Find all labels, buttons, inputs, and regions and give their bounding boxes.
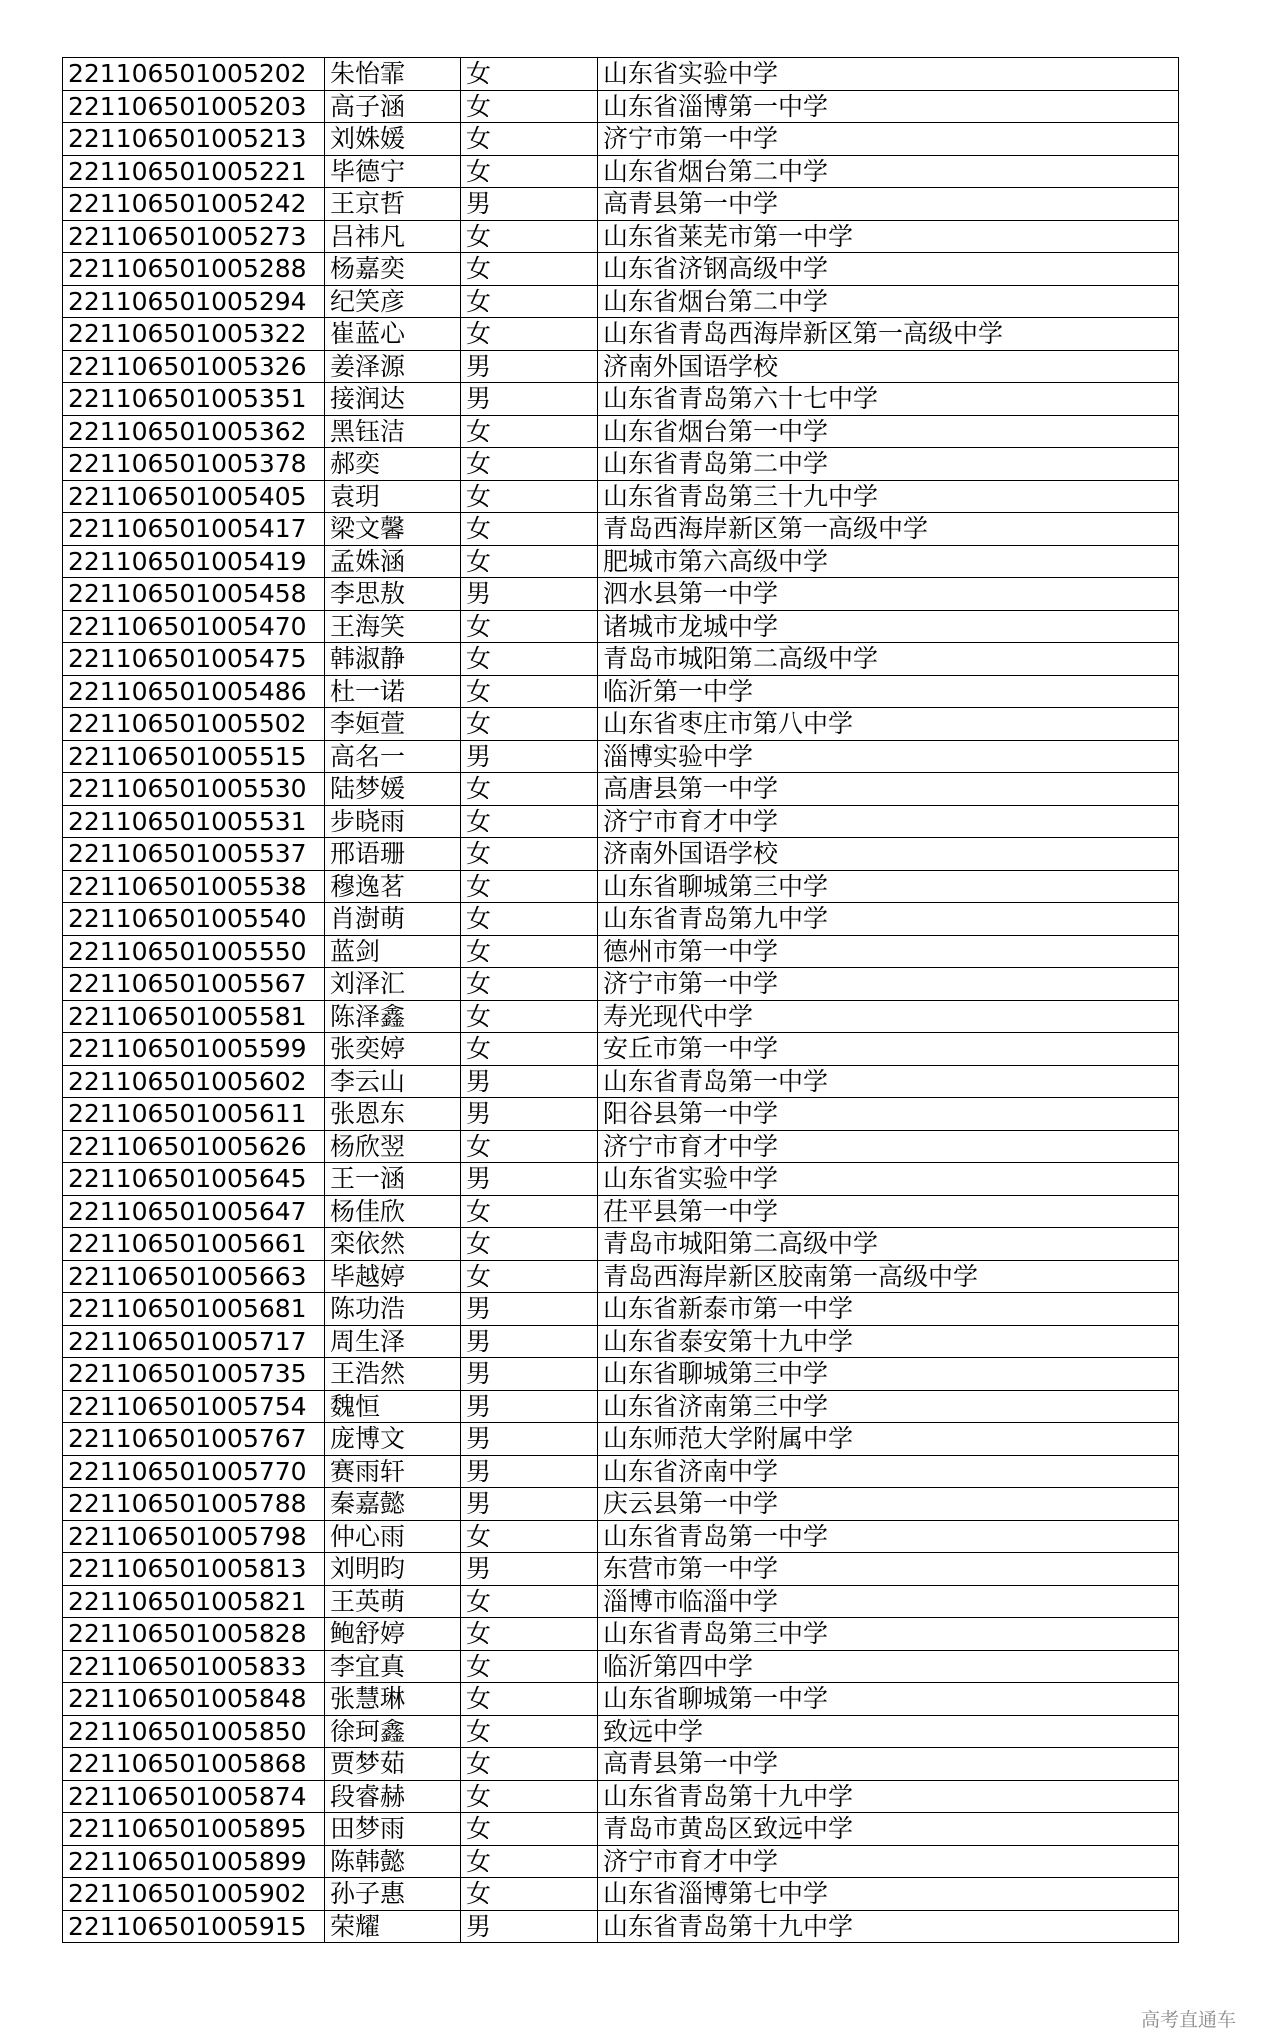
name-cell: 仲心雨 [325,1520,461,1553]
school-cell: 山东省枣庄市第八中学 [598,708,1179,741]
gender-cell: 男 [461,1065,598,1098]
gender-cell: 女 [461,1195,598,1228]
name-cell: 孟姝涵 [325,545,461,578]
name-cell: 李姮萱 [325,708,461,741]
school-cell: 泗水县第一中学 [598,578,1179,611]
table-row [63,545,1179,578]
gender-cell: 女 [461,1130,598,1163]
gender-cell: 女 [461,805,598,838]
gender-cell: 男 [461,1553,598,1586]
school-cell: 山东省青岛第二中学 [598,448,1179,481]
id-cell: 221106501005770 [63,1455,325,1488]
table-row [63,58,1179,91]
id-cell: 221106501005767 [63,1423,325,1456]
school-cell: 山东省莱芜市第一中学 [598,220,1179,253]
id-cell: 221106501005735 [63,1358,325,1391]
name-cell: 贾梦茹 [325,1748,461,1781]
id-cell: 221106501005405 [63,480,325,513]
school-cell: 寿光现代中学 [598,1000,1179,1033]
name-cell: 赛雨轩 [325,1455,461,1488]
gender-cell: 女 [461,708,598,741]
name-cell: 高子涵 [325,90,461,123]
table-row [63,155,1179,188]
table-row [63,1553,1179,1586]
table-row [63,350,1179,383]
table-row [63,383,1179,416]
gender-cell: 女 [461,1780,598,1813]
school-cell: 高青县第一中学 [598,188,1179,221]
school-cell: 山东省淄博第一中学 [598,90,1179,123]
table-row [63,415,1179,448]
id-cell: 221106501005486 [63,675,325,708]
name-cell: 刘姝媛 [325,123,461,156]
gender-cell: 女 [461,1878,598,1911]
gender-cell: 男 [461,1910,598,1943]
id-cell: 221106501005645 [63,1163,325,1196]
school-cell: 山东省青岛第六十七中学 [598,383,1179,416]
gender-cell: 女 [461,838,598,871]
name-cell: 肖澍萌 [325,903,461,936]
school-cell: 青岛西海岸新区胶南第一高级中学 [598,1260,1179,1293]
id-cell: 221106501005202 [63,58,325,91]
name-cell: 秦嘉懿 [325,1488,461,1521]
school-cell: 山东省烟台第一中学 [598,415,1179,448]
gender-cell: 女 [461,415,598,448]
table-row [63,448,1179,481]
id-cell: 221106501005378 [63,448,325,481]
id-cell: 221106501005788 [63,1488,325,1521]
name-cell: 王浩然 [325,1358,461,1391]
id-cell: 221106501005322 [63,318,325,351]
student-list-table [62,57,1179,1943]
table-row [63,220,1179,253]
name-cell: 高名一 [325,740,461,773]
school-cell: 安丘市第一中学 [598,1033,1179,1066]
gender-cell: 女 [461,480,598,513]
id-cell: 221106501005868 [63,1748,325,1781]
id-cell: 221106501005874 [63,1780,325,1813]
name-cell: 陈韩懿 [325,1845,461,1878]
school-cell: 山东省聊城第一中学 [598,1683,1179,1716]
name-cell: 段睿赫 [325,1780,461,1813]
table-row [63,513,1179,546]
id-cell: 221106501005821 [63,1585,325,1618]
gender-cell: 女 [461,448,598,481]
school-cell: 山东省泰安第十九中学 [598,1325,1179,1358]
table-row [63,708,1179,741]
school-cell: 高唐县第一中学 [598,773,1179,806]
id-cell: 221106501005273 [63,220,325,253]
school-cell: 临沂第一中学 [598,675,1179,708]
gender-cell: 男 [461,1098,598,1131]
gender-cell: 女 [461,513,598,546]
name-cell: 王海笑 [325,610,461,643]
school-cell: 山东省青岛第三十九中学 [598,480,1179,513]
id-cell: 221106501005567 [63,968,325,1001]
name-cell: 接润达 [325,383,461,416]
name-cell: 袁玥 [325,480,461,513]
id-cell: 221106501005515 [63,740,325,773]
id-cell: 221106501005895 [63,1813,325,1846]
name-cell: 王京哲 [325,188,461,221]
table-row [63,578,1179,611]
id-cell: 221106501005475 [63,643,325,676]
name-cell: 杜一诺 [325,675,461,708]
id-cell: 221106501005611 [63,1098,325,1131]
school-cell: 山东省聊城第三中学 [598,1358,1179,1391]
gender-cell: 女 [461,1813,598,1846]
gender-cell: 男 [461,1325,598,1358]
name-cell: 孙子惠 [325,1878,461,1911]
name-cell: 陈泽鑫 [325,1000,461,1033]
id-cell: 221106501005717 [63,1325,325,1358]
gender-cell: 女 [461,90,598,123]
name-cell: 韩淑静 [325,643,461,676]
school-cell: 山东省聊城第三中学 [598,870,1179,903]
id-cell: 221106501005417 [63,513,325,546]
gender-cell: 女 [461,1228,598,1261]
id-cell: 221106501005899 [63,1845,325,1878]
school-cell: 肥城市第六高级中学 [598,545,1179,578]
table-row [63,1130,1179,1163]
table-body [63,58,1179,1943]
table-row [63,643,1179,676]
name-cell: 毕德宁 [325,155,461,188]
name-cell: 张慧琳 [325,1683,461,1716]
table-row [63,1520,1179,1553]
name-cell: 步晓雨 [325,805,461,838]
school-cell: 德州市第一中学 [598,935,1179,968]
gender-cell: 男 [461,1455,598,1488]
table-row [63,1845,1179,1878]
gender-cell: 男 [461,578,598,611]
id-cell: 221106501005581 [63,1000,325,1033]
school-cell: 茌平县第一中学 [598,1195,1179,1228]
gender-cell: 男 [461,383,598,416]
name-cell: 邢语珊 [325,838,461,871]
table-row [63,1423,1179,1456]
name-cell: 徐珂鑫 [325,1715,461,1748]
id-cell: 221106501005626 [63,1130,325,1163]
name-cell: 吕祎凡 [325,220,461,253]
table-row [63,123,1179,156]
school-cell: 山东省青岛西海岸新区第一高级中学 [598,318,1179,351]
gender-cell: 男 [461,1293,598,1326]
table-row [63,675,1179,708]
gender-cell: 女 [461,155,598,188]
id-cell: 221106501005828 [63,1618,325,1651]
name-cell: 纪笑彦 [325,285,461,318]
table-row [63,1098,1179,1131]
school-cell: 山东省济钢高级中学 [598,253,1179,286]
table-row [63,1455,1179,1488]
name-cell: 周生泽 [325,1325,461,1358]
name-cell: 蓝剑 [325,935,461,968]
id-cell: 221106501005531 [63,805,325,838]
name-cell: 黑钰洁 [325,415,461,448]
gender-cell: 男 [461,1423,598,1456]
name-cell: 穆逸茗 [325,870,461,903]
table-row [63,1878,1179,1911]
gender-cell: 女 [461,253,598,286]
name-cell: 张恩东 [325,1098,461,1131]
school-cell: 青岛市黄岛区致远中学 [598,1813,1179,1846]
table-row [63,253,1179,286]
gender-cell: 男 [461,1390,598,1423]
school-cell: 山东省实验中学 [598,58,1179,91]
name-cell: 杨嘉奕 [325,253,461,286]
gender-cell: 女 [461,1585,598,1618]
name-cell: 王一涵 [325,1163,461,1196]
school-cell: 济宁市第一中学 [598,123,1179,156]
id-cell: 221106501005661 [63,1228,325,1261]
gender-cell: 男 [461,1163,598,1196]
watermark-text: 高考直通车 [1140,2009,1236,2031]
gender-cell: 女 [461,903,598,936]
school-cell: 济南外国语学校 [598,350,1179,383]
name-cell: 李宜真 [325,1650,461,1683]
table-row [63,1065,1179,1098]
name-cell: 荣耀 [325,1910,461,1943]
name-cell: 刘明昀 [325,1553,461,1586]
school-cell: 山东省青岛第十九中学 [598,1780,1179,1813]
table-row [63,1033,1179,1066]
school-cell: 济宁市育才中学 [598,805,1179,838]
gender-cell: 女 [461,773,598,806]
table-row [63,740,1179,773]
gender-cell: 女 [461,1845,598,1878]
id-cell: 221106501005833 [63,1650,325,1683]
id-cell: 221106501005362 [63,415,325,448]
name-cell: 陈功浩 [325,1293,461,1326]
school-cell: 淄博市临淄中学 [598,1585,1179,1618]
name-cell: 田梦雨 [325,1813,461,1846]
name-cell: 陆梦媛 [325,773,461,806]
table-row [63,935,1179,968]
name-cell: 崔蓝心 [325,318,461,351]
table-row [63,1358,1179,1391]
gender-cell: 男 [461,740,598,773]
table-row [63,285,1179,318]
table-row [63,1683,1179,1716]
table-row [63,1195,1179,1228]
school-cell: 山东省实验中学 [598,1163,1179,1196]
gender-cell: 女 [461,58,598,91]
id-cell: 221106501005813 [63,1553,325,1586]
gender-cell: 女 [461,968,598,1001]
name-cell: 李云山 [325,1065,461,1098]
name-cell: 姜泽源 [325,350,461,383]
school-cell: 青岛西海岸新区第一高级中学 [598,513,1179,546]
table-row [63,838,1179,871]
table-row [63,188,1179,221]
table-row [63,1618,1179,1651]
gender-cell: 女 [461,1715,598,1748]
name-cell: 鲍舒婷 [325,1618,461,1651]
table-row [63,1325,1179,1358]
gender-cell: 男 [461,188,598,221]
school-cell: 山东省青岛第三中学 [598,1618,1179,1651]
name-cell: 杨佳欣 [325,1195,461,1228]
table-row [63,318,1179,351]
gender-cell: 女 [461,1748,598,1781]
gender-cell: 女 [461,318,598,351]
school-cell: 济宁市第一中学 [598,968,1179,1001]
name-cell: 朱怡霏 [325,58,461,91]
id-cell: 221106501005663 [63,1260,325,1293]
id-cell: 221106501005458 [63,578,325,611]
gender-cell: 女 [461,1650,598,1683]
table-row [63,1488,1179,1521]
name-cell: 毕越婷 [325,1260,461,1293]
school-cell: 阳谷县第一中学 [598,1098,1179,1131]
id-cell: 221106501005915 [63,1910,325,1943]
gender-cell: 女 [461,220,598,253]
gender-cell: 女 [461,675,598,708]
school-cell: 青岛市城阳第二高级中学 [598,1228,1179,1261]
id-cell: 221106501005351 [63,383,325,416]
table-row [63,1293,1179,1326]
gender-cell: 女 [461,285,598,318]
gender-cell: 女 [461,610,598,643]
school-cell: 致远中学 [598,1715,1179,1748]
school-cell: 临沂第四中学 [598,1650,1179,1683]
id-cell: 221106501005681 [63,1293,325,1326]
school-cell: 山东省济南中学 [598,1455,1179,1488]
id-cell: 221106501005502 [63,708,325,741]
name-cell: 庞博文 [325,1423,461,1456]
gender-cell: 女 [461,1520,598,1553]
id-cell: 221106501005203 [63,90,325,123]
id-cell: 221106501005902 [63,1878,325,1911]
gender-cell: 女 [461,123,598,156]
id-cell: 221106501005419 [63,545,325,578]
id-cell: 221106501005294 [63,285,325,318]
id-cell: 221106501005798 [63,1520,325,1553]
school-cell: 东营市第一中学 [598,1553,1179,1586]
table-row [63,773,1179,806]
id-cell: 221106501005540 [63,903,325,936]
gender-cell: 女 [461,1618,598,1651]
table-row [63,1585,1179,1618]
id-cell: 221106501005242 [63,188,325,221]
name-cell: 梁文馨 [325,513,461,546]
id-cell: 221106501005647 [63,1195,325,1228]
table-row [63,1260,1179,1293]
id-cell: 221106501005550 [63,935,325,968]
table-row [63,1163,1179,1196]
name-cell: 栾依然 [325,1228,461,1261]
gender-cell: 女 [461,1000,598,1033]
table-row [63,870,1179,903]
gender-cell: 女 [461,643,598,676]
gender-cell: 女 [461,935,598,968]
school-cell: 山东省青岛第九中学 [598,903,1179,936]
school-cell: 诸城市龙城中学 [598,610,1179,643]
table-row [63,1715,1179,1748]
table-row [63,968,1179,1001]
id-cell: 221106501005754 [63,1390,325,1423]
table-row [63,1748,1179,1781]
table-row [63,1813,1179,1846]
name-cell: 刘泽汇 [325,968,461,1001]
gender-cell: 女 [461,1260,598,1293]
table-row [63,1650,1179,1683]
gender-cell: 女 [461,545,598,578]
school-cell: 青岛市城阳第二高级中学 [598,643,1179,676]
name-cell: 郝奕 [325,448,461,481]
id-cell: 221106501005213 [63,123,325,156]
school-cell: 济南外国语学校 [598,838,1179,871]
table-row [63,903,1179,936]
school-cell: 高青县第一中学 [598,1748,1179,1781]
table-row [63,1000,1179,1033]
table-row [63,1390,1179,1423]
gender-cell: 女 [461,870,598,903]
gender-cell: 男 [461,350,598,383]
id-cell: 221106501005538 [63,870,325,903]
name-cell: 李思敖 [325,578,461,611]
table-row [63,610,1179,643]
school-cell: 山东省青岛第十九中学 [598,1910,1179,1943]
school-cell: 淄博实验中学 [598,740,1179,773]
school-cell: 山东省青岛第一中学 [598,1520,1179,1553]
gender-cell: 女 [461,1033,598,1066]
id-cell: 221106501005602 [63,1065,325,1098]
gender-cell: 女 [461,1683,598,1716]
school-cell: 济宁市育才中学 [598,1130,1179,1163]
school-cell: 山东师范大学附属中学 [598,1423,1179,1456]
table-row [63,1910,1179,1943]
id-cell: 221106501005530 [63,773,325,806]
school-cell: 山东省烟台第二中学 [598,285,1179,318]
table-row [63,805,1179,838]
table-row [63,90,1179,123]
id-cell: 221106501005470 [63,610,325,643]
school-cell: 山东省淄博第七中学 [598,1878,1179,1911]
id-cell: 221106501005599 [63,1033,325,1066]
gender-cell: 男 [461,1488,598,1521]
school-cell: 济宁市育才中学 [598,1845,1179,1878]
id-cell: 221106501005221 [63,155,325,188]
name-cell: 魏恒 [325,1390,461,1423]
table-row [63,480,1179,513]
gender-cell: 男 [461,1358,598,1391]
table-row [63,1780,1179,1813]
name-cell: 杨欣翌 [325,1130,461,1163]
school-cell: 庆云县第一中学 [598,1488,1179,1521]
id-cell: 221106501005537 [63,838,325,871]
school-cell: 山东省烟台第二中学 [598,155,1179,188]
name-cell: 王英萌 [325,1585,461,1618]
id-cell: 221106501005288 [63,253,325,286]
name-cell: 张奕婷 [325,1033,461,1066]
school-cell: 山东省济南第三中学 [598,1390,1179,1423]
id-cell: 221106501005326 [63,350,325,383]
id-cell: 221106501005850 [63,1715,325,1748]
table-row [63,1228,1179,1261]
id-cell: 221106501005848 [63,1683,325,1716]
school-cell: 山东省新泰市第一中学 [598,1293,1179,1326]
school-cell: 山东省青岛第一中学 [598,1065,1179,1098]
